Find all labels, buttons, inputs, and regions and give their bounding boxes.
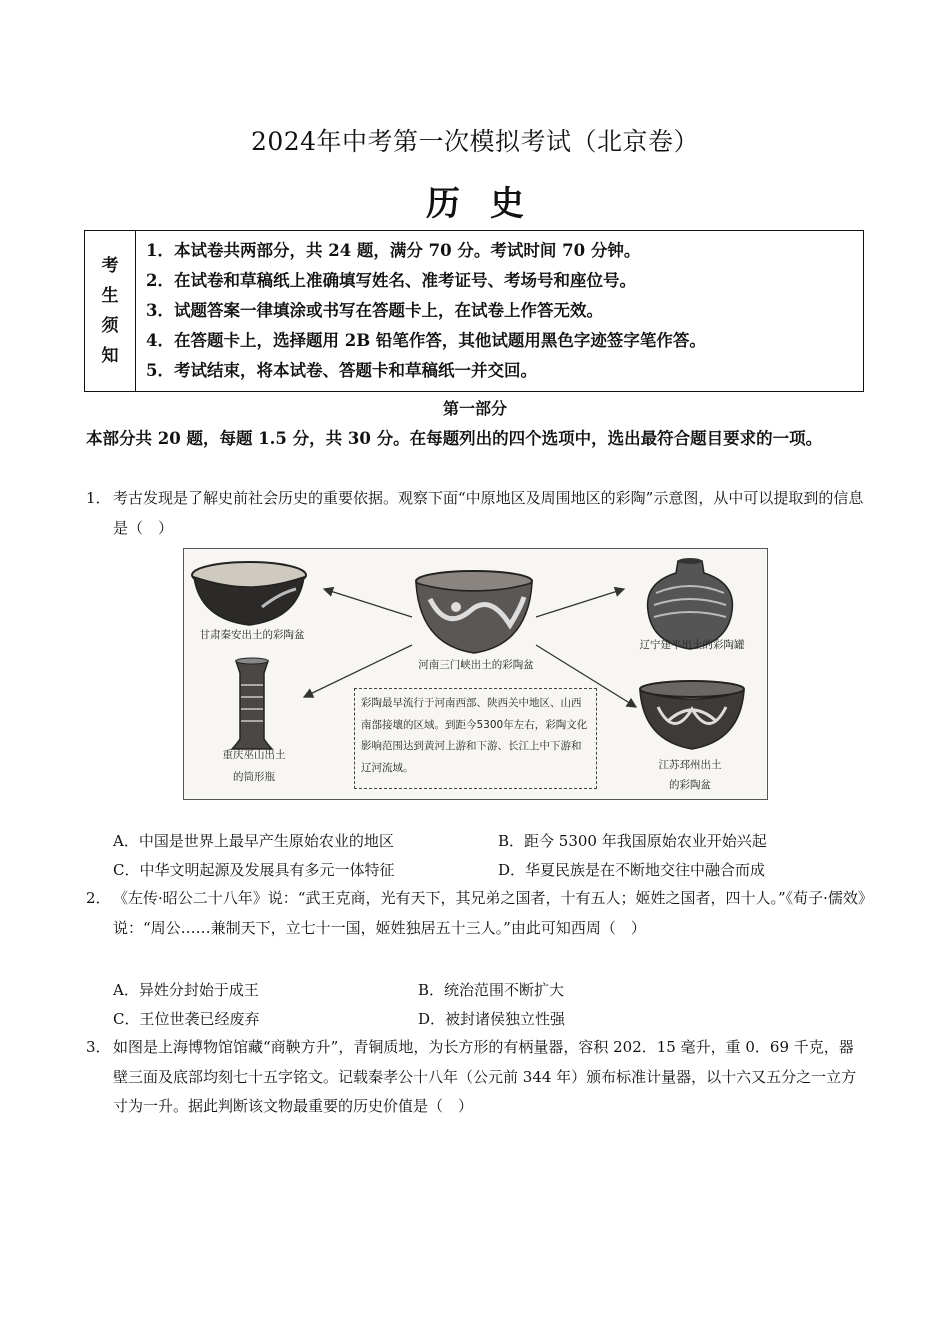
caption-chongqing-2: 的筒形瓶: [233, 771, 275, 783]
q1-option-a: A．中国是世界上最早产生原始农业的地区: [113, 832, 394, 850]
jiangsu-bowl-icon: [640, 681, 744, 749]
question-number: 3．: [86, 1038, 111, 1056]
henan-bowl-icon: [416, 571, 532, 653]
part-intro: 本部分共 20 题，每题 1.5 分，共 30 分。在每题列出的四个选项中，选出最符合题目要求的一项。: [86, 429, 823, 448]
notice-item: 1．本试卷共两部分，共 24 题，满分 70 分。考试时间 70 分钟。: [146, 241, 641, 260]
notice-label-char: 考: [101, 256, 119, 276]
notice-label-char: 须: [101, 316, 119, 336]
subject-title: 历史: [426, 184, 554, 224]
caption-jiangsu-2: 的彩陶盆: [669, 779, 711, 791]
q1-option-c: C．中华文明起源及发展具有多元一体特征: [113, 861, 395, 879]
gansu-bowl-icon: [192, 562, 306, 625]
notice-item: 5．考试结束，将本试卷、答题卡和草稿纸一并交回。: [146, 361, 537, 380]
arrow-to-liaoning: [536, 589, 624, 617]
part-title: 第一部分: [442, 399, 507, 418]
caption-chongqing-1: 重庆巫山出土: [222, 749, 286, 761]
notice-item: 4．在答题卡上，选择题用 2B 铅笔作答，其他试题用黑色字迹签字笔作答。: [146, 331, 706, 350]
caption-liaoning: 辽宁建平出土的彩陶罐: [639, 639, 745, 651]
exam-title: 2024年中考第一次模拟考试（北京卷）: [250, 127, 700, 156]
notice-list: [136, 231, 863, 391]
caption-jiangsu-1: 江苏邳州出土: [658, 759, 722, 771]
question-1: [86, 484, 866, 543]
q1-option-b: B．距今 5300 年我国原始农业开始兴起: [498, 832, 767, 850]
notice-item: 3．试题答案一律填涂或书写在答题卡上，在试卷上作答无效。: [146, 301, 603, 320]
question-stem: 考古发现是了解史前社会历史的重要依据。观察下面“中原地区及周围地区的彩陶”示意图，从中可以提取到的信息是（ ）: [113, 489, 864, 537]
question-3: [86, 1033, 866, 1122]
notice-label-char: 生: [101, 286, 119, 306]
q2-option-d: D．被封诸侯独立性强: [418, 1010, 566, 1028]
q2-option-b: B．统治范围不断扩大: [418, 981, 565, 999]
question-stem: 《左传·昭公二十八年》说：“武王克商，光有天下，其兄弟之国者，十有五人；姬姓之国者，四十人。”《荀子·儒效》说：“周公……兼制天下，立七十一国，姬姓独居五十三人。”由此可知西周（ ）: [113, 889, 866, 937]
pottery-note: 彩陶最早流行于河南西部、陕西关中地区、山西南部接壤的区域。到距今5300年左右，彩陶文化影响范围达到黄河上游和下游、长江上中下游和辽河流域。: [354, 688, 597, 789]
question-stem: 如图是上海博物馆馆藏“商鞅方升”，青铜质地，为长方形的有柄量器，容积 202．15 毫升，重 0．69 千克，器壁三面及底部均刻七十五字铭文。记载秦孝公十八年（公元前 344 年）颁布标准计量器，以十六又五分之一立方寸为一升。据此判断该文物最重要的历史价值是（ ）: [113, 1038, 857, 1115]
candidate-notice-box: [84, 230, 864, 392]
question-number: 1．: [86, 489, 111, 507]
q2-option-c: C．王位世袭已经废弃: [113, 1010, 260, 1028]
notice-label: [85, 231, 136, 391]
q2-option-a: A．异姓分封始于成王: [113, 981, 259, 999]
caption-henan: 河南三门峡出土的彩陶盆: [418, 659, 534, 671]
question-number: 2．: [86, 889, 111, 907]
q1-option-d: D．华夏民族是在不断地交往中融合而成: [498, 861, 766, 879]
arrow-to-gansu: [324, 589, 412, 617]
notice-label-char: 知: [101, 346, 119, 366]
notice-item: 2．在试卷和草稿纸上准确填写姓名、准考证号、考场号和座位号。: [146, 271, 636, 290]
caption-gansu: 甘肃秦安出土的彩陶盆: [199, 629, 305, 641]
painted-pottery-diagram: [183, 548, 768, 800]
chongqing-vase-icon: [232, 658, 272, 749]
question-2: [86, 884, 866, 943]
